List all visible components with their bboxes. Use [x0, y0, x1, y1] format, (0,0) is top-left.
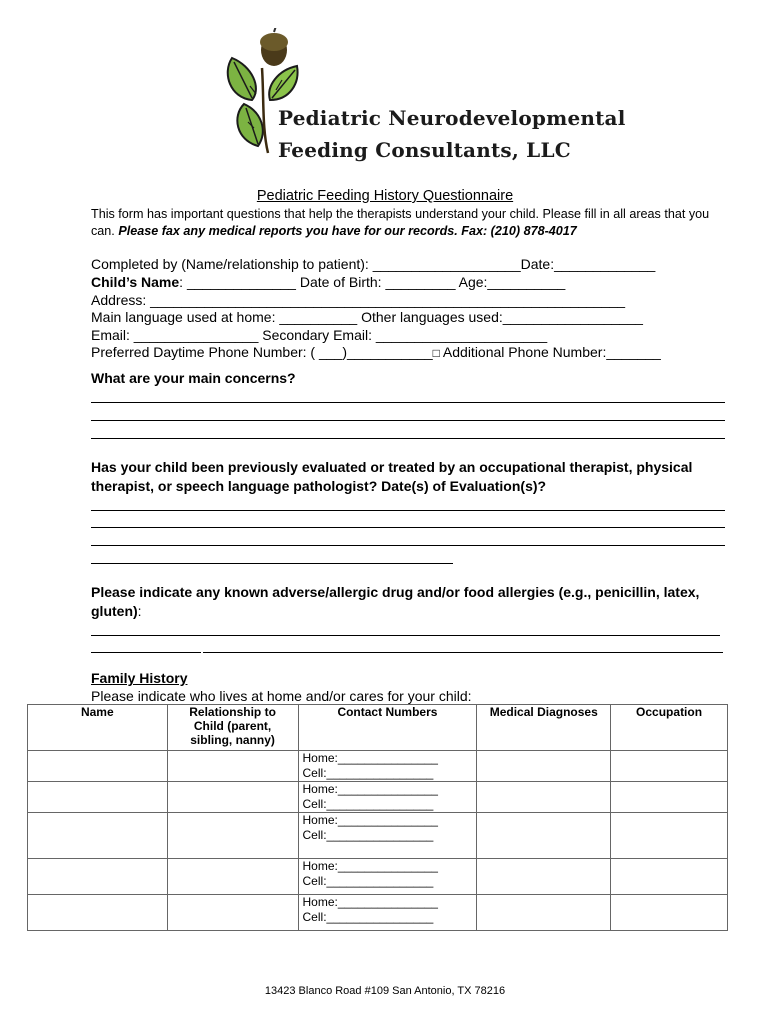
language-field[interactable]: Main language used at home: __________ Other languages used:__________________ — [91, 309, 643, 325]
table-row[interactable] — [28, 751, 728, 782]
email-field[interactable]: Email: ________________ Secondary Email: ______________________ — [91, 327, 548, 343]
cell-relationship[interactable] — [167, 782, 298, 813]
cell-occupation[interactable] — [611, 751, 728, 782]
cell-name[interactable] — [28, 751, 168, 782]
home-phone[interactable]: Home:_______________ — [302, 895, 438, 909]
cell-phone[interactable]: Cell:________________ — [302, 797, 434, 811]
evaluation-question-text: Has your child been previously evaluated or treated by an occupational therapist, physical therapist, or speech language pathologist — [91, 459, 693, 494]
concerns-line-3[interactable] — [91, 438, 725, 439]
evaluation-line-1[interactable] — [91, 510, 725, 511]
cell-relationship[interactable] — [167, 859, 298, 895]
cell-name[interactable] — [28, 782, 168, 813]
allergies-question — [91, 583, 731, 621]
cell-name[interactable] — [28, 895, 168, 931]
intro-instructions: This form has important questions that help the therapists understand your child. Please fill in all areas that you can. — [91, 207, 710, 238]
cell-occupation[interactable] — [611, 859, 728, 895]
table-row[interactable] — [28, 859, 728, 895]
evaluation-line-4[interactable] — [91, 563, 453, 564]
table-row[interactable] — [28, 895, 728, 931]
cell-contact[interactable] — [298, 751, 477, 782]
col-header-contact: Contact Numbers — [298, 705, 477, 751]
cell-name[interactable] — [28, 813, 168, 859]
cell-relationship[interactable] — [167, 751, 298, 782]
cell-contact[interactable] — [298, 813, 477, 859]
cell-occupation[interactable] — [611, 813, 728, 859]
cell-medical[interactable] — [477, 782, 611, 813]
evaluation-line-2[interactable] — [91, 527, 725, 528]
home-phone[interactable]: Home:_______________ — [302, 813, 438, 827]
allergies-line-2a[interactable] — [91, 652, 201, 653]
cell-occupation[interactable] — [611, 895, 728, 931]
allergies-line-2b[interactable] — [203, 652, 363, 653]
intro-text — [91, 206, 731, 240]
additional-phone: Additional Phone Number:_______ — [442, 344, 661, 360]
daytime-phone: Preferred Daytime Phone Number: ( ___)___________ — [91, 344, 433, 360]
col-header-relationship: Relationship to Child (parent, sibling, nanny) — [167, 705, 298, 751]
logo-text-line2: Feeding Consultants, LLC — [278, 138, 571, 162]
family-history-subheading: Please indicate who lives at home and/or cares for your child: — [91, 688, 472, 704]
table-header-row — [28, 705, 728, 751]
evaluation-question — [91, 458, 731, 496]
address-field[interactable]: Address: _____________________________________________________________ — [91, 292, 626, 308]
cell-relationship[interactable] — [167, 895, 298, 931]
logo-text-line1: Pediatric Neurodevelopmental — [278, 106, 626, 130]
allergies-line-1[interactable] — [91, 635, 720, 636]
table-row[interactable] — [28, 813, 728, 859]
childs-name-label: Child’s Name — [91, 274, 180, 290]
evaluation-line-3[interactable] — [91, 545, 725, 546]
cell-phone[interactable]: Cell:________________ — [302, 874, 434, 888]
cell-contact[interactable] — [298, 859, 477, 895]
acorn-leaves-icon — [222, 28, 302, 156]
intro-fax-note: Please fax any medical reports you have for our records. Fax: (210) 878-4017 — [118, 224, 577, 238]
phone-field[interactable] — [91, 344, 661, 360]
footer-address: 13423 Blanco Road #109 San Antonio, TX 78216 — [264, 985, 506, 997]
checkbox-icon[interactable]: □ — [432, 346, 440, 360]
cell-phone[interactable]: Cell:________________ — [302, 766, 434, 780]
cell-contact[interactable] — [298, 895, 477, 931]
family-history-table — [27, 704, 728, 931]
table-row[interactable] — [28, 782, 728, 813]
home-phone[interactable]: Home:_______________ — [302, 859, 438, 873]
col-header-name: Name — [28, 705, 168, 751]
childs-name-field[interactable] — [91, 274, 565, 290]
col-header-occupation: Occupation — [611, 705, 728, 751]
cell-medical[interactable] — [477, 813, 611, 859]
allergies-question-text: Please indicate any known adverse/allergic drug and/or food allergies (e.g., penicillin, latex, gluten) — [91, 584, 700, 619]
company-logo — [222, 28, 302, 156]
childs-name-dob-age: : ______________ Date of Birth: _________ Age:__________ — [179, 274, 566, 290]
completed-by-field[interactable]: Completed by (Name/relationship to patient): ___________________Date:_____________ — [91, 256, 656, 272]
concerns-question: What are your main concerns? — [91, 370, 296, 386]
cell-name[interactable] — [28, 859, 168, 895]
cell-medical[interactable] — [477, 859, 611, 895]
cell-occupation[interactable] — [611, 782, 728, 813]
cell-medical[interactable] — [477, 751, 611, 782]
allergies-line-2c[interactable] — [363, 652, 723, 653]
concerns-line-1[interactable] — [91, 402, 725, 403]
cell-medical[interactable] — [477, 895, 611, 931]
form-title: Pediatric Feeding History Questionnaire — [256, 188, 514, 204]
concerns-line-2[interactable] — [91, 420, 725, 421]
cell-contact[interactable] — [298, 782, 477, 813]
home-phone[interactable]: Home:_______________ — [302, 782, 438, 796]
evaluation-dates: ? Date(s) of Evaluation(s)? — [368, 478, 547, 494]
home-phone[interactable]: Home:_______________ — [302, 751, 438, 765]
allergies-colon: : — [137, 603, 142, 619]
family-history-heading: Family History — [91, 670, 188, 686]
col-header-medical: Medical Diagnoses — [477, 705, 611, 751]
cell-phone[interactable]: Cell:________________ — [302, 910, 434, 924]
cell-relationship[interactable] — [167, 813, 298, 859]
cell-phone[interactable]: Cell:________________ — [302, 828, 434, 842]
